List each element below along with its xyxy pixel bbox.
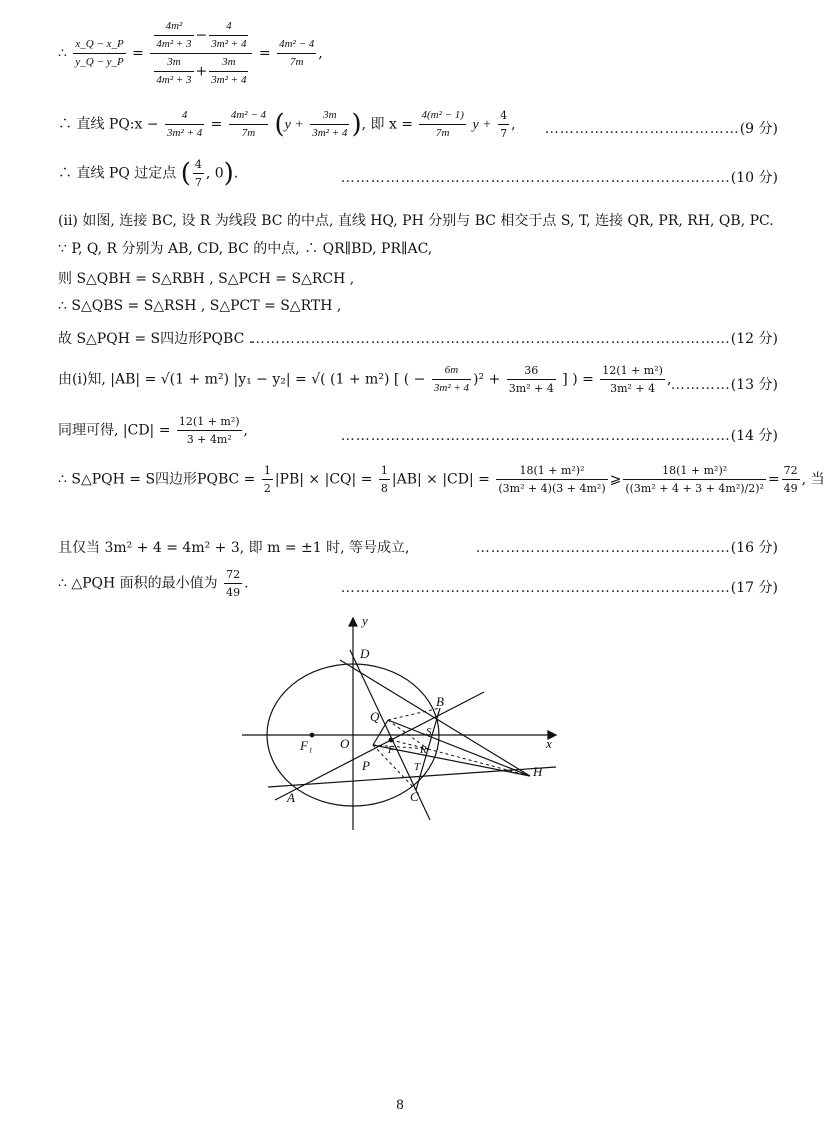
cd-length: 同理可得, |CD| = $\frac{\text{12(1 + m²)}}{\text{3 + 4m²}}$ , <box>58 415 248 446</box>
line-ph <box>373 745 530 776</box>
label-f1: F₁ <box>300 738 313 753</box>
label-x: x <box>546 736 552 751</box>
result-fraction: $\frac{\text{4m² − 4}}{7m}$ <box>279 38 315 68</box>
label-b: B <box>436 694 444 709</box>
midpoint-statement: ∵ P, Q, R 分别为 AB, CD, BC 的中点, ∴ QR∥BD, PR∥AC, <box>58 241 433 257</box>
score-14: ……………………………………………………………………(14 分) <box>340 428 778 444</box>
label-f: F <box>388 745 395 756</box>
ab-length: 由(ⅰ)知, |AB| = √(1 + m²) |y₁ − y₂| = √( (1 + m²) [ ( − $\frac{6m}{\text{3m² + 4}}$ )² + $\frac{36}{\text{3m² + 4}}$ ] ) = $\frac{\text{12(1 + m²)}}{\text{3m² + 4}}$ , <box>58 364 672 395</box>
lhs-fraction: $\frac{x\_Q - x\_P}{y\_Q - y\_P}$ <box>75 38 124 68</box>
area-equality-3: 故 S△PQH = S四边形PQBC . <box>58 331 254 347</box>
score-17: ……………………………………………………………………(17 分) <box>340 580 778 596</box>
area-equality-1: 则 S△QBH = S△RBH , S△PCH = S△RCH , <box>58 271 355 287</box>
score-16: ……………………………………………(16 分) <box>475 540 778 556</box>
equation-slope-ratio: ∴ $\frac{x\_Q - x\_P}{y\_Q - y\_P}$ = $\frac{\text{4m²}}{\text{4m² + 3}}$ − $\frac{4}{\text{3m² + 4}}$ $\frac{3m}{\text{4m² + 3}}$ + $\frac{3m}{\text{3m² + 4}}$ = $\frac{\text{4m² − 4}}{7m}$ , <box>58 18 323 89</box>
label-y: y <box>362 613 368 628</box>
label-d: D <box>360 646 370 661</box>
score-13: …………(13 分) <box>670 377 778 393</box>
y-axis-arrow <box>349 618 357 626</box>
label-r: R <box>420 744 427 756</box>
label-c: C <box>410 789 419 804</box>
label-t: T <box>414 761 421 773</box>
compound-fraction: $\frac{\text{4m²}}{\text{4m² + 3}}$ − $\frac{4}{\text{3m² + 4}}$ $\frac{3m}{\text{4m² + 3}}$ + $\frac{3m}{\text{3m² + 4}}$ <box>150 18 252 89</box>
score-9: …………………………………(9 分) <box>544 121 778 137</box>
label-s: S <box>426 726 432 738</box>
equality-condition: 且仅当 3m² + 4 = 4m² + 3, 即 m = ±1 时, 等号成立, <box>58 540 410 556</box>
label-p: P <box>362 758 370 773</box>
label-q: Q <box>370 709 380 724</box>
equation-line-pq: ∴ 直线 PQ:x − $\frac{4}{\text{3m² + 4}}$ = $\frac{\text{4m² − 4}}{7m}$ (y + $\frac{3m}{\text{3m² + 4}}$ ), 即 x = $\frac{\text{4(m² − 1)}}{7m}$ y + $\frac{4}{7}$ , <box>58 109 516 140</box>
therefore-symbol: ∴ <box>58 45 67 62</box>
focus-f1 <box>310 733 314 737</box>
focus-f <box>389 738 393 742</box>
label-a: A <box>287 790 295 805</box>
score-12: ……………………………………………………………………………………(12 分) <box>250 331 778 347</box>
label-h: H <box>533 764 543 779</box>
label-o: O <box>340 736 350 751</box>
min-area: ∴ △PQH 面积的最小值为 $\frac{72}{49}$ . <box>58 568 249 599</box>
area-equality-2: ∴ S△QBS = S△RSH , S△PCT = S△RTH , <box>58 298 342 314</box>
fixed-point-line: ∴ 直线 PQ 过定点 ( $\frac{4}{7}$ , 0). <box>58 158 239 189</box>
score-10: ……………………………………………………………………(10 分) <box>340 170 778 186</box>
page-number: 8 <box>396 1097 404 1113</box>
part-ii-intro: (ⅱ) 如图, 连接 BC, 设 R 为线段 BC 的中点, 直线 HQ, PH 分别与 BC 相交于点 S, T, 连接 QR, PR, RH, QB, PC. <box>58 213 774 229</box>
line-ah <box>268 767 556 787</box>
area-inequality: ∴ S△PQH = S四边形PQBC = $\frac{1}{2}$ |PB| × |CQ| = $\frac{1}{8}$ |AB| × |CD| = $\frac{\text{18(1 + m²)²}}{\text{(3m² + 4)(3 + 4m²)}}$ ⩾ $\frac{\text{18(1 + m²)²}}{\text{((3m² + 4 + 3 + 4m²)/2)²}}$ = $\frac{72}{49}$ , 当 <box>58 464 825 495</box>
